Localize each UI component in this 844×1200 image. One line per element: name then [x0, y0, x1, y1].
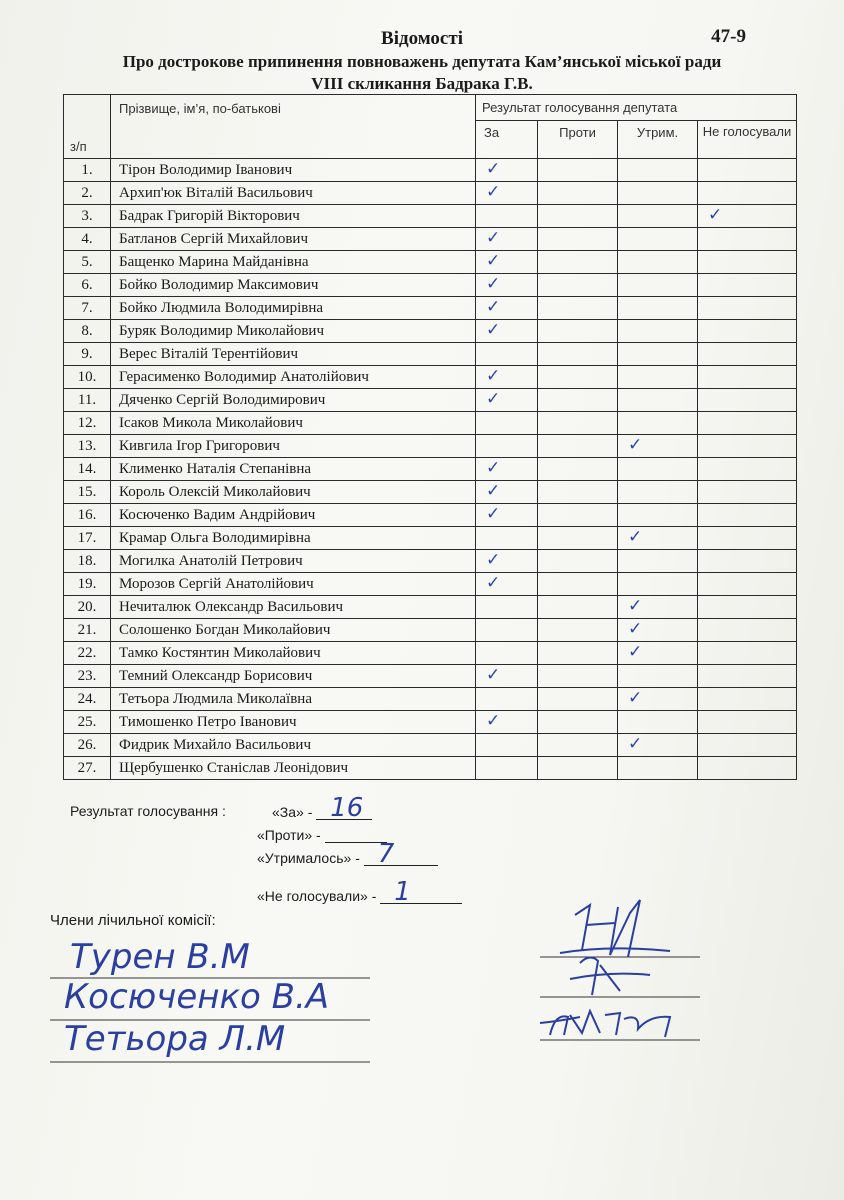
row-deputy-name: Морозов Сергій Анатолійович	[111, 573, 476, 596]
row-number: 7.	[64, 297, 111, 320]
vote-cell-novote	[698, 550, 797, 573]
vote-cell-abstain	[618, 481, 698, 504]
vote-cell-novote	[698, 458, 797, 481]
row-deputy-name: Верес Віталій Терентійович	[111, 343, 476, 366]
vote-cell-abstain	[618, 711, 698, 734]
summary-novote-blank	[380, 877, 462, 907]
table-row	[64, 205, 797, 228]
row-deputy-name: Крамар Ольга Володимирівна	[111, 527, 476, 550]
row-number: 4.	[64, 228, 111, 251]
commission-signatures	[520, 895, 720, 1055]
vote-cell-abstain	[618, 251, 698, 274]
row-number: 20.	[64, 596, 111, 619]
summary-novote-label: «Не голосували» -	[257, 888, 377, 904]
check-mark-icon: ✓	[628, 734, 643, 754]
vote-cell-abstain	[618, 550, 698, 573]
vote-cell-for	[476, 688, 538, 711]
vote-cell-for	[476, 205, 538, 228]
table-row	[64, 366, 797, 389]
vote-cell-novote	[698, 665, 797, 688]
check-mark-icon: ✓	[486, 458, 501, 478]
document-subtitle-line1: Про дострокове припинення повноважень депутата Кам’янської міської ради	[122, 52, 722, 71]
row-number: 15.	[64, 481, 111, 504]
vote-cell-novote	[698, 251, 797, 274]
table-row	[64, 711, 797, 734]
vote-cell-abstain	[618, 527, 698, 550]
row-deputy-name: Король Олексій Миколайович	[111, 481, 476, 504]
vote-cell-abstain	[618, 734, 698, 757]
check-mark-icon: ✓	[486, 573, 501, 593]
vote-cell-for	[476, 527, 538, 550]
row-deputy-name: Буряк Володимир Миколайович	[111, 320, 476, 343]
signature-1	[560, 900, 670, 957]
row-deputy-name: Фидрик Михайло Васильович	[111, 734, 476, 757]
vote-cell-abstain	[618, 596, 698, 619]
vote-cell-abstain	[618, 297, 698, 320]
vote-cell-against	[538, 159, 618, 182]
table-row	[64, 458, 797, 481]
check-mark-icon: ✓	[486, 481, 501, 501]
header-name: Прізвище, ім’я, по-батькові	[111, 95, 476, 159]
vote-cell-abstain	[618, 458, 698, 481]
summary-for-value: 16	[330, 793, 364, 823]
check-mark-icon: ✓	[708, 205, 723, 225]
row-deputy-name: Тетьора Людмила Миколаївна	[111, 688, 476, 711]
vote-cell-against	[538, 688, 618, 711]
check-mark-icon: ✓	[486, 711, 501, 731]
check-mark-icon: ✓	[628, 642, 643, 662]
vote-cell-abstain	[618, 389, 698, 412]
row-number: 26.	[64, 734, 111, 757]
vote-cell-for	[476, 734, 538, 757]
vote-cell-against	[538, 734, 618, 757]
vote-cell-novote	[698, 389, 797, 412]
vote-cell-against	[538, 274, 618, 297]
table-row	[64, 481, 797, 504]
row-deputy-name: Клименко Наталія Степанівна	[111, 458, 476, 481]
table-row	[64, 389, 797, 412]
vote-cell-against	[538, 412, 618, 435]
vote-cell-novote	[698, 274, 797, 297]
row-number: 2.	[64, 182, 111, 205]
vote-cell-abstain	[618, 274, 698, 297]
vote-cell-against	[538, 504, 618, 527]
row-number: 5.	[64, 251, 111, 274]
vote-cell-for	[476, 389, 538, 412]
row-number: 27.	[64, 757, 111, 780]
row-deputy-name: Щербушенко Станіслав Леонідович	[111, 757, 476, 780]
vote-cell-for	[476, 320, 538, 343]
vote-cell-novote	[698, 527, 797, 550]
header-against: Проти	[538, 121, 618, 159]
vote-cell-abstain	[618, 665, 698, 688]
summary-for	[272, 793, 372, 823]
check-mark-icon: ✓	[486, 389, 501, 409]
row-number: 14.	[64, 458, 111, 481]
vote-cell-for	[476, 665, 538, 688]
vote-cell-novote	[698, 228, 797, 251]
vote-cell-abstain	[618, 159, 698, 182]
voting-table-body	[64, 159, 797, 780]
vote-cell-against	[538, 596, 618, 619]
row-number: 6.	[64, 274, 111, 297]
header-result: Результат голосування депутата	[476, 95, 797, 121]
vote-cell-against	[538, 182, 618, 205]
table-row	[64, 734, 797, 757]
check-mark-icon: ✓	[486, 504, 501, 524]
vote-cell-for	[476, 757, 538, 780]
table-row	[64, 550, 797, 573]
summary-for-blank	[316, 793, 372, 823]
vote-cell-for	[476, 458, 538, 481]
vote-cell-for	[476, 550, 538, 573]
row-number: 23.	[64, 665, 111, 688]
vote-cell-novote	[698, 297, 797, 320]
summary-abstain	[257, 839, 438, 869]
row-number: 22.	[64, 642, 111, 665]
vote-cell-against	[538, 458, 618, 481]
check-mark-icon: ✓	[628, 435, 643, 455]
table-row	[64, 320, 797, 343]
vote-cell-against	[538, 343, 618, 366]
vote-cell-for	[476, 412, 538, 435]
check-mark-icon: ✓	[628, 596, 643, 616]
vote-cell-for	[476, 504, 538, 527]
vote-cell-novote	[698, 757, 797, 780]
row-deputy-name: Бойко Володимир Максимович	[111, 274, 476, 297]
vote-cell-novote	[698, 642, 797, 665]
row-number: 21.	[64, 619, 111, 642]
table-row	[64, 228, 797, 251]
header-for: За	[476, 121, 538, 159]
summary-novote	[257, 877, 462, 907]
table-row	[64, 297, 797, 320]
table-row	[64, 159, 797, 182]
check-mark-icon: ✓	[486, 228, 501, 248]
check-mark-icon: ✓	[628, 688, 643, 708]
vote-cell-novote	[698, 596, 797, 619]
vote-cell-against	[538, 550, 618, 573]
row-deputy-name: Ісаков Микола Миколайович	[111, 412, 476, 435]
vote-cell-against	[538, 251, 618, 274]
row-deputy-name: Герасименко Володимир Анатолійович	[111, 366, 476, 389]
row-number: 10.	[64, 366, 111, 389]
row-deputy-name: Темний Олександр Борисович	[111, 665, 476, 688]
vote-cell-for	[476, 711, 538, 734]
row-deputy-name: Дяченко Сергій Володимирович	[111, 389, 476, 412]
table-row	[64, 619, 797, 642]
vote-cell-abstain	[618, 573, 698, 596]
header-abstain: Утрим.	[618, 121, 698, 159]
vote-cell-novote	[698, 320, 797, 343]
row-number: 1.	[64, 159, 111, 182]
table-row	[64, 688, 797, 711]
row-deputy-name: Нечиталюк Олександр Васильович	[111, 596, 476, 619]
check-mark-icon: ✓	[486, 665, 501, 685]
vote-cell-against	[538, 297, 618, 320]
vote-cell-for	[476, 182, 538, 205]
vote-cell-for	[476, 297, 538, 320]
vote-cell-against	[538, 757, 618, 780]
vote-cell-for	[476, 159, 538, 182]
vote-cell-for	[476, 596, 538, 619]
vote-cell-novote	[698, 734, 797, 757]
vote-cell-novote	[698, 343, 797, 366]
vote-cell-against	[538, 228, 618, 251]
vote-cell-novote	[698, 182, 797, 205]
summary-against-label: «Проти» -	[257, 827, 321, 843]
check-mark-icon: ✓	[486, 366, 501, 386]
check-mark-icon: ✓	[486, 159, 501, 179]
row-number: 25.	[64, 711, 111, 734]
summary-abstain-label: «Утрималось» -	[257, 850, 360, 866]
row-number: 8.	[64, 320, 111, 343]
row-number: 11.	[64, 389, 111, 412]
vote-cell-against	[538, 481, 618, 504]
voting-table	[63, 94, 797, 780]
row-number: 13.	[64, 435, 111, 458]
commission-handwritten-names	[40, 920, 420, 1070]
check-mark-icon: ✓	[486, 182, 501, 202]
row-deputy-name: Кивгила Ігор Григорович	[111, 435, 476, 458]
check-mark-icon: ✓	[486, 320, 501, 340]
row-deputy-name: Косюченко Вадим Андрійович	[111, 504, 476, 527]
signer-name-1: Турен В.М	[70, 937, 250, 977]
vote-cell-abstain	[618, 504, 698, 527]
row-number: 24.	[64, 688, 111, 711]
vote-cell-for	[476, 228, 538, 251]
vote-cell-novote	[698, 205, 797, 228]
row-deputy-name: Батланов Сергій Михайлович	[111, 228, 476, 251]
summary-abstain-value: 7	[377, 839, 395, 869]
summary-for-label: «За» -	[272, 804, 313, 820]
table-row	[64, 412, 797, 435]
table-row	[64, 274, 797, 297]
table-row	[64, 642, 797, 665]
vote-cell-abstain	[618, 182, 698, 205]
vote-cell-abstain	[618, 412, 698, 435]
check-mark-icon: ✓	[486, 251, 501, 271]
table-row	[64, 504, 797, 527]
vote-cell-novote	[698, 504, 797, 527]
vote-cell-against	[538, 205, 618, 228]
row-deputy-name: Солошенко Богдан Миколайович	[111, 619, 476, 642]
row-deputy-name: Архип'юк Віталій Васильович	[111, 182, 476, 205]
vote-cell-abstain	[618, 366, 698, 389]
vote-cell-against	[538, 435, 618, 458]
check-mark-icon: ✓	[486, 297, 501, 317]
vote-cell-abstain	[618, 320, 698, 343]
check-mark-icon: ✓	[486, 550, 501, 570]
vote-cell-for	[476, 619, 538, 642]
vote-cell-novote	[698, 481, 797, 504]
table-row	[64, 182, 797, 205]
vote-cell-abstain	[618, 435, 698, 458]
table-row	[64, 251, 797, 274]
vote-cell-for	[476, 274, 538, 297]
summary-label: Результат голосування :	[70, 803, 226, 819]
row-number: 3.	[64, 205, 111, 228]
vote-cell-novote	[698, 435, 797, 458]
check-mark-icon: ✓	[486, 274, 501, 294]
row-number: 18.	[64, 550, 111, 573]
signer-name-3: Тетьора Л.М	[64, 1019, 286, 1059]
vote-cell-against	[538, 642, 618, 665]
vote-cell-novote	[698, 366, 797, 389]
signature-2	[570, 957, 650, 995]
table-row	[64, 527, 797, 550]
header-number: з/п	[64, 95, 111, 159]
vote-cell-for	[476, 343, 538, 366]
vote-cell-against	[538, 320, 618, 343]
table-row	[64, 665, 797, 688]
row-number: 16.	[64, 504, 111, 527]
commission-label: Члени лічильної комісії:	[50, 912, 216, 929]
vote-cell-novote	[698, 412, 797, 435]
vote-cell-abstain	[618, 343, 698, 366]
document-title: Відомості	[381, 28, 463, 49]
row-number: 9.	[64, 343, 111, 366]
row-deputy-name: Тірон Володимир Іванович	[111, 159, 476, 182]
vote-cell-for	[476, 481, 538, 504]
row-deputy-name: Могилка Анатолій Петрович	[111, 550, 476, 573]
vote-cell-novote	[698, 711, 797, 734]
row-deputy-name: Бадрак Григорій Вікторович	[111, 205, 476, 228]
vote-cell-for	[476, 366, 538, 389]
table-row	[64, 343, 797, 366]
vote-cell-abstain	[618, 228, 698, 251]
vote-cell-against	[538, 573, 618, 596]
row-deputy-name: Тамко Костянтин Миколайович	[111, 642, 476, 665]
vote-cell-against	[538, 711, 618, 734]
vote-cell-novote	[698, 573, 797, 596]
summary-novote-value: 1	[394, 877, 411, 907]
summary-abstain-blank	[364, 839, 438, 869]
vote-cell-novote	[698, 688, 797, 711]
check-mark-icon: ✓	[628, 527, 643, 547]
vote-cell-against	[538, 527, 618, 550]
summary-against	[257, 826, 387, 843]
table-row	[64, 573, 797, 596]
vote-cell-against	[538, 366, 618, 389]
vote-cell-for	[476, 642, 538, 665]
vote-cell-abstain	[618, 205, 698, 228]
row-deputy-name: Бащенко Марина Майданівна	[111, 251, 476, 274]
vote-cell-for	[476, 435, 538, 458]
row-deputy-name: Тимошенко Петро Іванович	[111, 711, 476, 734]
document-subtitle-line2: VIII скликання Бадрака Г.В.	[311, 74, 533, 93]
vote-cell-against	[538, 619, 618, 642]
check-mark-icon: ✓	[628, 619, 643, 639]
row-number: 17.	[64, 527, 111, 550]
vote-cell-abstain	[618, 688, 698, 711]
vote-cell-novote	[698, 619, 797, 642]
vote-cell-against	[538, 665, 618, 688]
header-novote: Не голосували	[698, 121, 797, 159]
vote-cell-novote	[698, 159, 797, 182]
signer-name-2: Косюченко В.А	[64, 977, 330, 1017]
vote-cell-abstain	[618, 642, 698, 665]
document-number: 47-9	[711, 26, 746, 47]
signature-3	[540, 1011, 670, 1037]
table-row	[64, 596, 797, 619]
table-row	[64, 757, 797, 780]
row-deputy-name: Бойко Людмила Володимирівна	[111, 297, 476, 320]
vote-cell-for	[476, 573, 538, 596]
table-row	[64, 435, 797, 458]
vote-cell-against	[538, 389, 618, 412]
vote-cell-abstain	[618, 619, 698, 642]
vote-cell-for	[476, 251, 538, 274]
row-number: 19.	[64, 573, 111, 596]
row-number: 12.	[64, 412, 111, 435]
vote-cell-abstain	[618, 757, 698, 780]
